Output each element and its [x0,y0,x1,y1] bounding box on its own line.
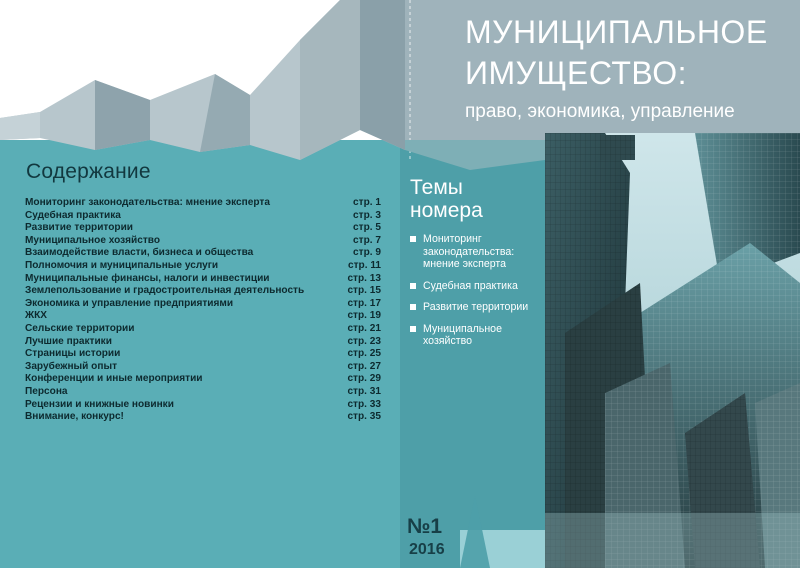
contents-item-page: стр. 23 [347,335,381,347]
contents-item [25,348,381,361]
contents-item [25,235,381,248]
contents-item [25,323,381,336]
contents-item [25,285,381,298]
contents-item-title: Сельские территории [25,322,135,334]
contents-item-title: Полномочия и муниципальные услуги [25,259,219,271]
contents-item [25,260,381,273]
contents-item-title: Конференции и иные мероприятии [25,373,203,385]
square-bullet-icon [410,236,416,242]
contents-item-page: стр. 1 [353,197,381,208]
theme-item [410,301,543,314]
contents-item [25,411,381,424]
themes-heading [410,176,483,222]
magazine-subtitle: право, экономика, управление [465,101,735,122]
contents-item [25,197,381,210]
contents-item-title: Взаимодействие власти, бизнеса и общества [25,247,254,259]
magazine-title-line2: ИМУЩЕСТВО: [465,55,687,91]
contents-item-page: стр. 31 [347,385,381,397]
theme-item [410,233,543,271]
contents-item-page: стр. 29 [347,373,381,385]
contents-item-page: стр. 17 [347,297,381,309]
contents-item [25,361,381,374]
contents-item-page: стр. 7 [353,234,381,246]
themes-heading-line2: номера [410,199,483,222]
magazine-title-line1: МУНИЦИПАЛЬНОЕ [465,14,768,50]
skyscrapers-photo [545,133,800,568]
contents-item-title: Экономика и управление предприятиями [25,297,234,309]
contents-item [25,298,381,311]
contents-item-title: Судебная практика [25,209,121,221]
contents-item-title: Персона [25,385,68,397]
contents-item-title: Зарубежный опыт [25,360,118,372]
contents-item [25,399,381,412]
theme-item-label: Мониторинг законодательства: мнение эксперта [423,233,515,270]
contents-item-title: Внимание, конкурс! [25,411,124,423]
theme-item [410,323,543,348]
contents-item-page: стр. 3 [353,209,381,221]
contents-item-page: стр. 9 [353,247,381,259]
contents-item-page: стр. 13 [347,272,381,284]
contents-item-title: ЖКХ [25,310,48,322]
contents-item [25,210,381,223]
themes-list [410,233,543,357]
contents-item-page: стр. 27 [347,360,381,372]
contents-item [25,336,381,349]
contents-item [25,222,381,235]
contents-item-page: стр. 21 [347,322,381,334]
contents-item-title: Землепользование и градостроительная деятельность [25,285,305,297]
issue-number: №1 [407,515,443,538]
contents-heading: Содержание [26,160,151,183]
theme-item-label: Муниципальное хозяйство [423,322,502,347]
theme-item-label: Развитие территории [423,301,529,313]
square-bullet-icon [410,326,416,332]
issue-year: 2016 [409,541,445,558]
contents-item-page: стр. 25 [347,348,381,360]
contents-item-page: стр. 11 [347,259,381,271]
contents-item-title: Рецензии и книжные новинки [25,398,174,410]
square-bullet-icon [410,283,416,289]
contents-item-title: Муниципальное хозяйство [25,234,161,246]
square-bullet-icon [410,304,416,310]
contents-item-page: стр. 19 [347,310,381,322]
contents-item-title: Развитие территории [25,222,133,234]
contents-item [25,273,381,286]
contents-item-page: стр. 15 [347,285,381,297]
contents-item-title: Страницы истории [25,348,121,360]
table-of-contents [25,197,381,424]
contents-item [25,247,381,260]
theme-item-label: Судебная практика [423,279,518,292]
contents-item-page: стр. 33 [347,398,381,410]
contents-item-title: Мониторинг законодательства: мнение эксперта [25,197,270,208]
contents-item-title: Лучшие практики [25,335,112,347]
themes-heading-line1: Темы [410,176,463,199]
contents-item-page: стр. 5 [353,222,381,234]
contents-item [25,310,381,323]
theme-item [410,280,543,293]
contents-item [25,373,381,386]
contents-item-title: Муниципальные финансы, налоги и инвестиции [25,272,270,284]
contents-item-page: стр. 35 [347,411,381,423]
contents-item [25,386,381,399]
